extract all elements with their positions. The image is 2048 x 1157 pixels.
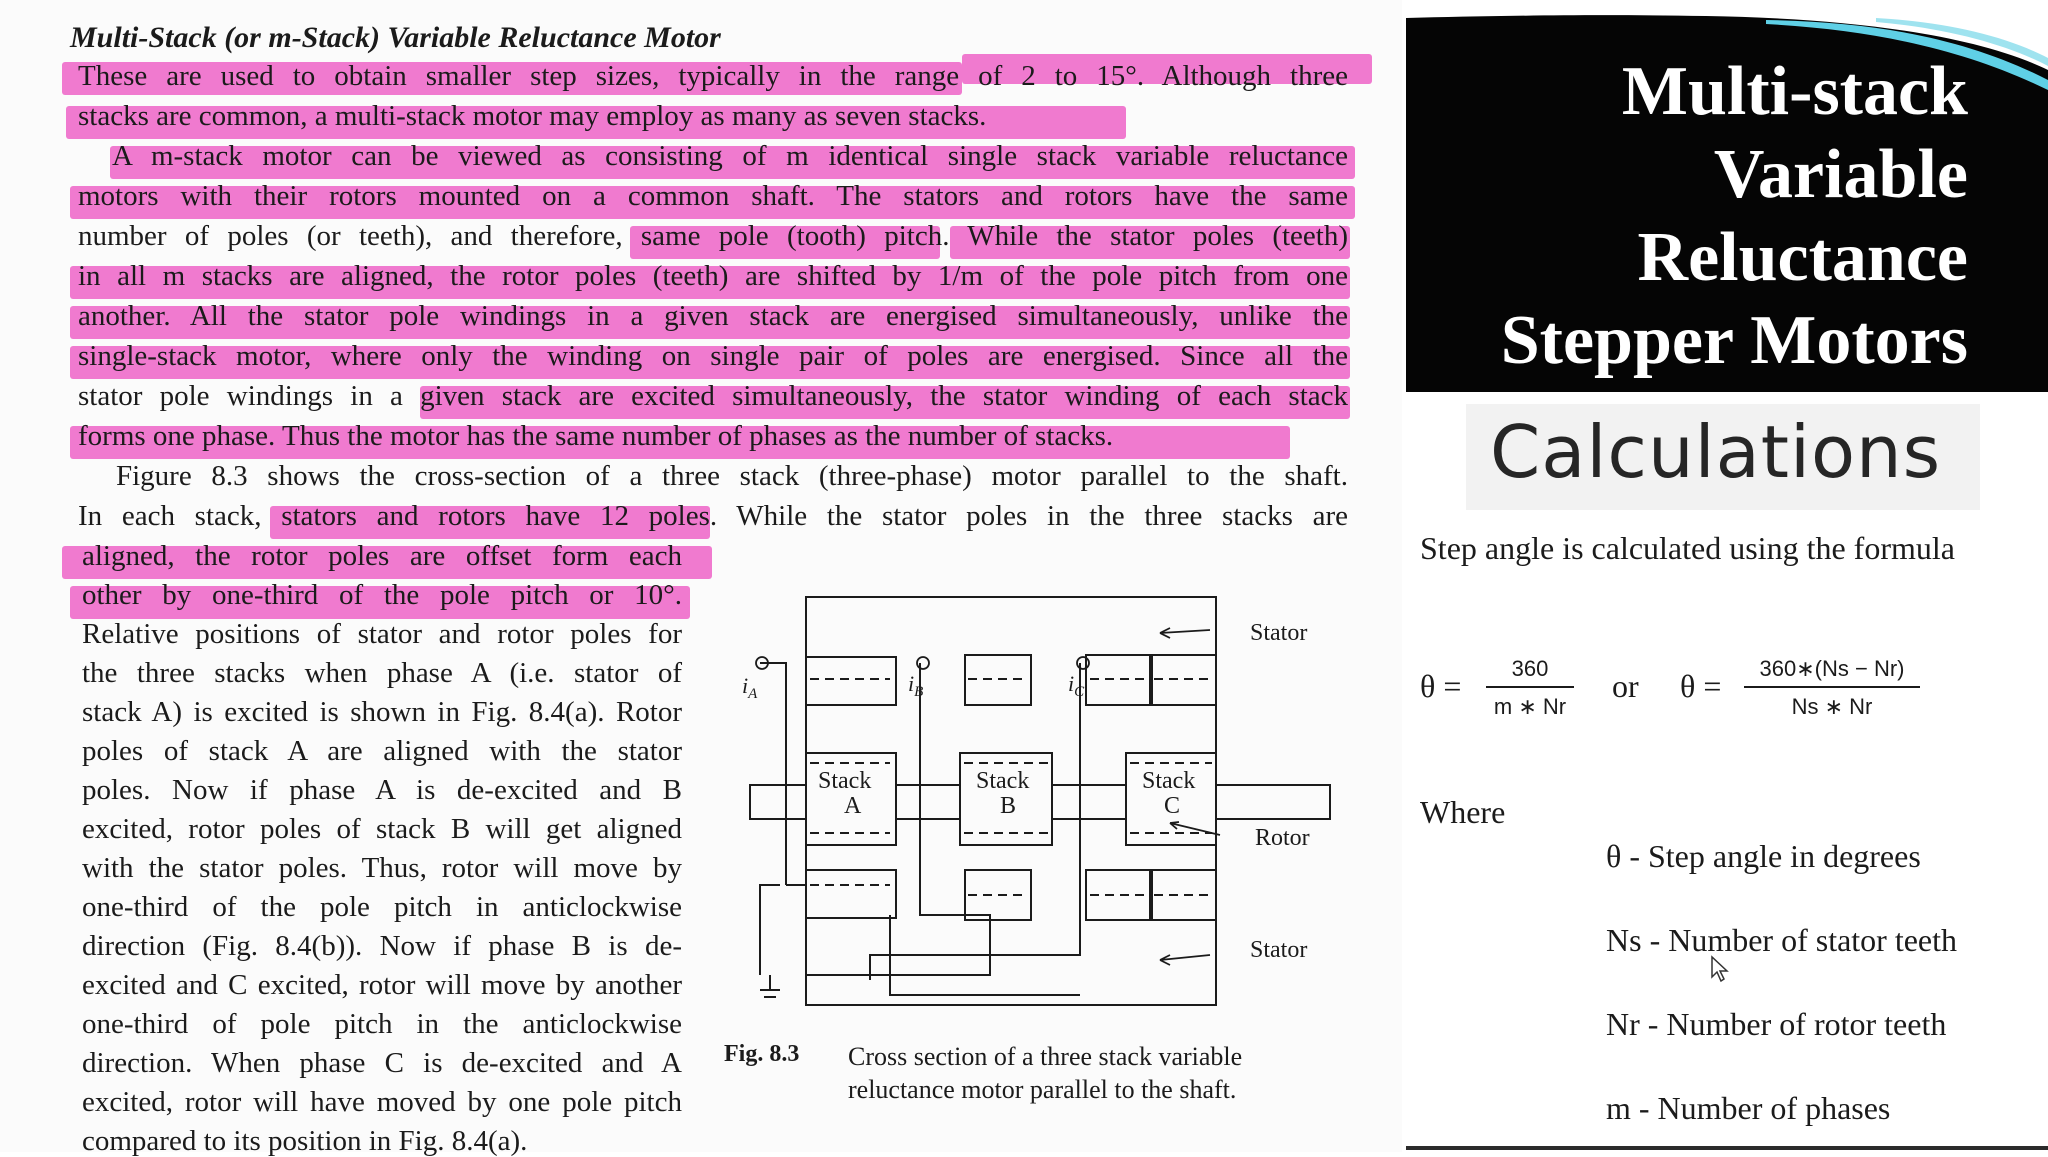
text-line: stacks are common, a multi-stack motor may employ as many as seven stacks. — [78, 100, 987, 132]
column-line: excited, rotor poles of stack B will get aligned — [82, 813, 682, 845]
text-line: In each stack, stators and rotors have 12 poles. While the stator poles in the three stacks are — [78, 500, 1348, 532]
definition-ns: Ns - Number of stator teeth — [1606, 922, 1958, 958]
stack-b-word: Stack — [976, 768, 1030, 794]
text-line: stator pole windings in a given stack are excited simultaneously, the stator winding of each stack — [78, 380, 1348, 412]
column-line: poles. Now if phase A is de-excited and B — [82, 774, 682, 806]
fraction-bar — [1486, 686, 1574, 688]
column-line: one-third of pole pitch in the anticlockwise — [82, 1008, 682, 1040]
text-line: in all m stacks are aligned, the rotor poles (teeth) are shifted by 1/m of the pole pitch from one — [78, 260, 1348, 292]
formula-theta: θ = — [1420, 668, 1462, 704]
column-line: excited and C excited, rotor will move by another — [82, 969, 682, 1001]
column-line: aligned, the rotor poles are offset form each — [82, 540, 682, 572]
text-line: single-stack motor, where only the winding on single pair of poles are energised. Since all the — [78, 340, 1348, 372]
formula1-denominator: m ∗ Nr — [1493, 694, 1567, 719]
figure-caption-text: Cross section of a three stack variable reluctance motor parallel to the shaft. — [848, 1042, 1243, 1104]
fraction-bar — [1744, 686, 1920, 688]
motor-cross-section-figure — [740, 585, 1340, 1015]
definition-theta: θ - Step angle in degrees — [1606, 838, 1921, 874]
section-heading: Multi-Stack (or m-Stack) Variable Reluctance Motor — [70, 21, 721, 54]
stack-a-letter: A — [844, 793, 862, 819]
text-line: Figure 8.3 shows the cross-section of a three stack (three-phase) motor parallel to the shaft. — [116, 460, 1348, 492]
column-line: one-third of the pole pitch in anticlockwise — [82, 891, 682, 923]
current-ic-label: $i_C$ — [1068, 671, 1085, 700]
title-line: Multi-stack — [1621, 53, 1968, 130]
formula-or: or — [1612, 668, 1639, 704]
current-ib-label: $i_B$ — [908, 671, 924, 700]
where-label: Where — [1420, 794, 1506, 830]
text-line: forms one phase. Thus the motor has the same number of phases as the number of stacks. — [78, 420, 1114, 452]
text-line: number of poles (or teeth), and therefore, same pole (tooth) pitch. While the stator poles (teeth) — [78, 220, 1348, 252]
column-line: Relative positions of stator and rotor poles for — [82, 618, 682, 650]
text-line: These are used to obtain smaller step sizes, typically in the range of 2 to 15°. Although three — [78, 60, 1348, 92]
column-line: direction (Fig. 8.4(b)). Now if phase B is de- — [82, 930, 682, 962]
column-line: poles of stack A are aligned with the stator — [82, 735, 682, 767]
slide-title — [1501, 50, 1968, 382]
formula2-denominator: Ns ∗ Nr — [1791, 694, 1873, 719]
text-line: motors with their rotors mounted on a common shaft. The stators and rotors have the same — [78, 180, 1348, 212]
column-line: with the stator poles. Thus, rotor will move by — [82, 852, 682, 884]
stack-c-word: Stack — [1142, 768, 1196, 794]
mouse-pointer-icon — [1710, 955, 1730, 983]
column-line: other by one-third of the pole pitch or 10°. — [82, 579, 682, 611]
stack-b-letter: B — [1000, 793, 1017, 819]
stack-c-letter: C — [1164, 793, 1181, 819]
column-line: stack A) is excited is shown in Fig. 8.4(a). Rotor — [82, 696, 682, 728]
text-line: another. All the stator pole windings in a given stack are energised simultaneously, unlike the — [78, 300, 1348, 332]
formula1-numerator: 360 — [1511, 656, 1549, 681]
formula-intro: Step angle is calculated using the formula — [1420, 530, 1955, 566]
column-line: excited, rotor will have moved by one pole pitch — [82, 1086, 682, 1118]
column-line: direction. When phase C is de-excited and A — [82, 1047, 682, 1079]
title-line: Reluctance — [1637, 219, 1968, 296]
stator-bottom-label: Stator — [1250, 937, 1308, 963]
slide-bottom-rule — [1406, 1146, 2048, 1150]
slide-title-box — [1406, 10, 2048, 392]
definition-m: m - Number of phases — [1606, 1090, 1891, 1126]
title-line: Variable — [1713, 136, 1968, 213]
stator-top-label: Stator — [1250, 620, 1308, 646]
calculations-heading: Calculations — [1490, 410, 1942, 494]
title-line: Stepper Motors — [1500, 302, 1968, 379]
stack-a-word: Stack — [818, 768, 872, 794]
figure-caption-label: Fig. 8.3 — [724, 1041, 800, 1067]
formula2-numerator: 360∗(Ns − Nr) — [1759, 656, 1905, 681]
current-ia-label: $i_A$ — [742, 673, 758, 702]
text-line: A m-stack motor can be viewed as consisting of m identical single stack variable reluctance — [112, 140, 1348, 172]
definition-nr: Nr - Number of rotor teeth — [1606, 1006, 1947, 1042]
column-line: the three stacks when phase A (i.e. stator of — [82, 657, 682, 689]
formula-theta-2: θ = — [1680, 668, 1722, 704]
column-line: compared to its position in Fig. 8.4(a). — [82, 1125, 528, 1157]
rotor-label: Rotor — [1255, 825, 1310, 851]
